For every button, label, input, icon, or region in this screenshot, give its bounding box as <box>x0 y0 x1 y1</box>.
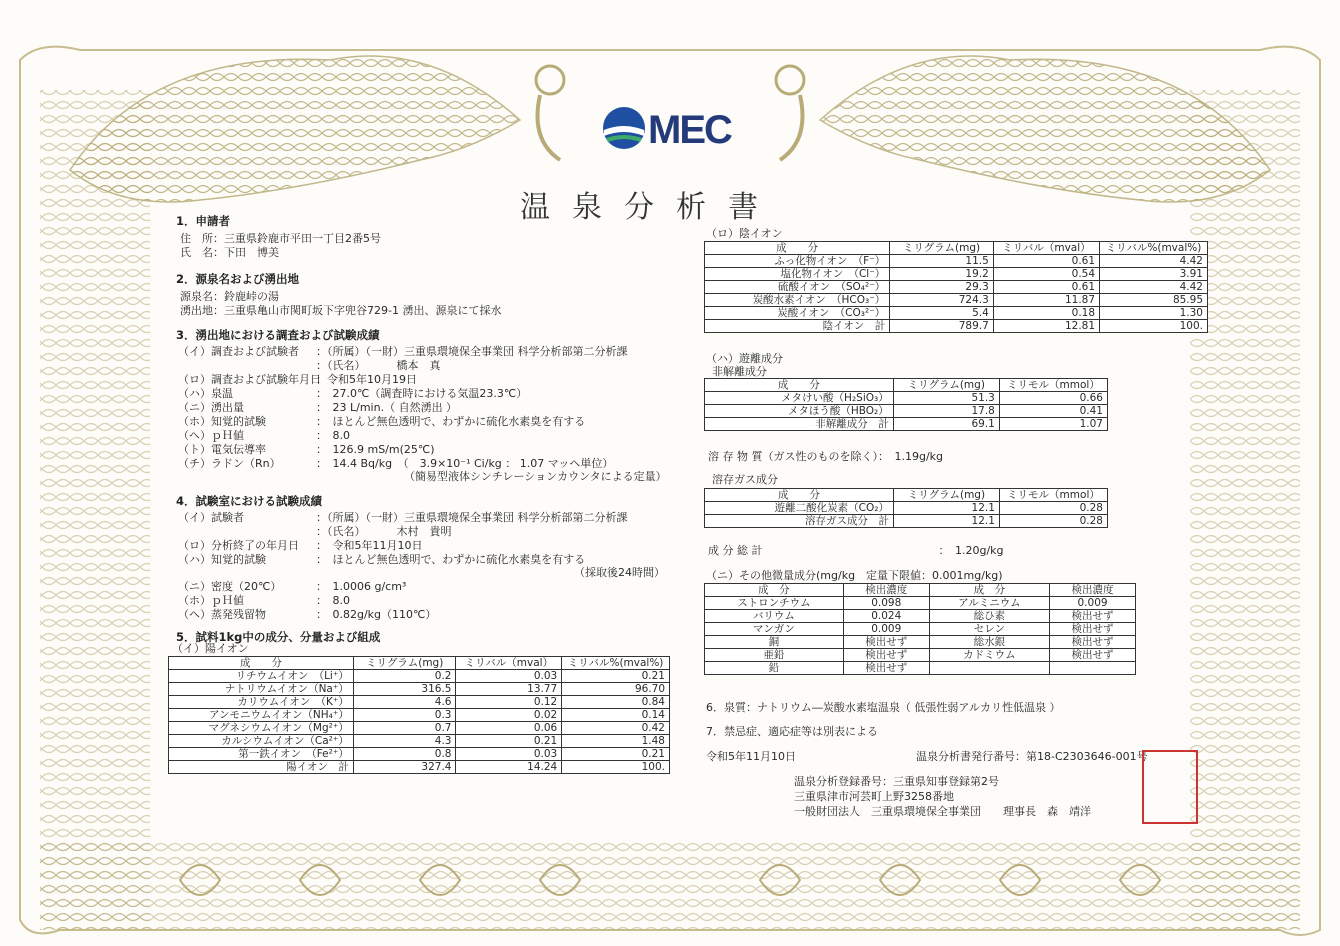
field-row <box>178 429 628 443</box>
field-row <box>178 594 436 608</box>
table-cell <box>929 662 1049 675</box>
table-cell: 0.009 <box>843 623 929 636</box>
gas-table <box>704 488 1108 528</box>
field-row <box>178 553 628 567</box>
table-cell: 0.66 <box>999 392 1107 405</box>
table-cell: 29.3 <box>890 281 994 294</box>
table-cell: 0.21 <box>562 670 670 683</box>
table-cell: 0.06 <box>456 722 562 735</box>
field-label: （ロ）調査および試験年月日 <box>178 373 321 386</box>
s2-heading: 2．源泉名および湧出地 <box>176 272 300 286</box>
table-cell: 0.41 <box>999 405 1107 418</box>
field-row <box>178 359 628 373</box>
table-cell: 1.48 <box>562 735 670 748</box>
table-cell: 0.61 <box>993 255 1099 268</box>
cation-row <box>169 683 670 696</box>
field-value: ： 126.9 mS/m(25℃) <box>316 443 435 456</box>
table-cell: 0.54 <box>993 268 1099 281</box>
table-cell: 検出せず <box>843 649 929 662</box>
indications: 7．禁忌症、適応症等は別表による <box>706 725 878 738</box>
issue-date: 令和5年11月10日 <box>706 750 796 763</box>
table-cell: 炭酸水素イオン （HCO₃⁻） <box>705 294 890 307</box>
table-cell: 96.70 <box>562 683 670 696</box>
field-row <box>178 373 628 387</box>
field-value: ： 令和5年11月10日 <box>316 539 423 552</box>
table-cell: 0.61 <box>993 281 1099 294</box>
table-cell: 0.2 <box>353 670 456 683</box>
field-value: ： 8.0 <box>316 429 350 442</box>
field-value: ： 23 L/min.（ 自然湧出 ） <box>316 401 458 414</box>
table-cell: マンガン <box>705 623 844 636</box>
table-cell: 100. <box>562 761 670 774</box>
column-header: ミリグラム(mg) <box>353 657 456 670</box>
table-cell: 0.7 <box>353 722 456 735</box>
free-sub2: 非解離成分 <box>712 365 767 378</box>
table-cell: 炭酸イオン （CO₃²⁻） <box>705 307 890 320</box>
table-cell: 12.1 <box>893 515 999 528</box>
column-header: 成 分 <box>705 379 894 392</box>
column-header: 検出濃度 <box>1050 584 1136 597</box>
source-location: 湧出地：三重県亀山市関町坂下字兜谷729-1 湧出、源泉にて採水 <box>180 304 502 317</box>
applicant-address: 住 所：三重県鈴鹿市平田一丁目2番5号 <box>180 232 381 245</box>
table-cell: 陽イオン 計 <box>169 761 354 774</box>
field-value: ：令和5年10月19日 <box>316 373 417 386</box>
table-cell: 316.5 <box>353 683 456 696</box>
field-row <box>178 443 628 457</box>
s5-heading: 5．試料1kg中の成分、分量および組成 <box>176 630 381 644</box>
table-cell: アルミニウム <box>929 597 1049 610</box>
table-cell: 0.03 <box>456 670 562 683</box>
cation-row <box>169 735 670 748</box>
table-cell: 0.12 <box>456 696 562 709</box>
column-header: ミリモル（mmol） <box>999 379 1107 392</box>
trace-sub: （ニ）その他微量成分(mg/kg 定量下限値：0.001mg/kg) <box>706 569 1003 582</box>
field-label: （ト）電気伝導率 <box>178 443 266 456</box>
table-cell: カリウムイオン （K⁺） <box>169 696 354 709</box>
column-header: 検出濃度 <box>843 584 929 597</box>
table-cell: 陰イオン 計 <box>705 320 890 333</box>
table-cell: 19.2 <box>890 268 994 281</box>
logo-text: MEC <box>648 108 731 150</box>
table-cell: 0.18 <box>993 307 1099 320</box>
table-cell: 0.02 <box>456 709 562 722</box>
s3-note: （簡易型液体シンチレーションカウンタによる定量） <box>404 470 667 483</box>
dissolved-matter: 溶 存 物 質（ガス性のものを除く）： 1.19g/kg <box>708 450 944 463</box>
table-cell: ふっ化物イオン （F⁻） <box>705 255 890 268</box>
trace-row <box>705 610 1136 623</box>
free-row <box>705 405 1108 418</box>
field-row <box>178 345 628 359</box>
table-cell: 検出せず <box>843 636 929 649</box>
gas-sub: 溶存ガス成分 <box>712 473 778 486</box>
field-value: ：（所属）（一財）三重県環境保全事業団 科学分析部第二分析課 <box>316 345 628 358</box>
table-cell: 0.03 <box>456 748 562 761</box>
field-value: ： ほとんど無色透明で、わずかに硫化水素臭を有する <box>316 553 586 566</box>
s3-heading: 3．湧出地における調査および試験成績 <box>176 328 380 342</box>
table-cell: 14.24 <box>456 761 562 774</box>
table-cell: 遊離二酸化炭素（CO₂） <box>705 502 894 515</box>
table-cell: 検出せず <box>843 662 929 675</box>
column-header: 成 分 <box>169 657 354 670</box>
table-cell <box>1050 662 1136 675</box>
spring-quality: 6．泉質：ナトリウム―炭酸水素塩温泉（ 低張性弱アルカリ性低温泉 ） <box>706 701 1061 714</box>
anion-row <box>705 281 1208 294</box>
table-cell: 0.28 <box>999 502 1107 515</box>
s3-list <box>178 345 628 471</box>
field-value: ： 0.82g/kg（110℃） <box>316 608 437 621</box>
issue-number: 温泉分析書発行番号：第18-C2303646-001号 <box>916 750 1148 763</box>
column-header: ミリバル%(mval%) <box>1100 242 1208 255</box>
source-name: 源泉名：鈴鹿峠の湯 <box>180 290 279 303</box>
table-cell: 13.77 <box>456 683 562 696</box>
table-cell: 硫酸イオン （SO₄²⁻） <box>705 281 890 294</box>
table-cell: 5.4 <box>890 307 994 320</box>
registration-number: 温泉分析登録番号：三重県知事登録第2号 <box>794 775 999 788</box>
table-cell: 11.87 <box>993 294 1099 307</box>
table-cell: メタほう酸（HBO₂） <box>705 405 894 418</box>
cation-row <box>169 709 670 722</box>
column-header: ミリグラム(mg) <box>893 379 999 392</box>
table-cell: 11.5 <box>890 255 994 268</box>
cation-row <box>169 696 670 709</box>
table-cell: 0.3 <box>353 709 456 722</box>
table-cell: 総水銀 <box>929 636 1049 649</box>
column-header: 成 分 <box>705 242 890 255</box>
column-header: ミリモル（mmol） <box>999 489 1107 502</box>
anion-row <box>705 307 1208 320</box>
anion-row <box>705 294 1208 307</box>
table-cell: 724.3 <box>890 294 994 307</box>
trace-row <box>705 623 1136 636</box>
table-cell: 100. <box>1100 320 1208 333</box>
s4-list-2 <box>178 580 436 622</box>
table-cell: ストロンチウム <box>705 597 844 610</box>
cation-row <box>169 761 670 774</box>
table-cell: 12.81 <box>993 320 1099 333</box>
field-value: ： 14.4 Bq/kg （ 3.9×10⁻¹ Ci/kg ： 1.07 マッヘ単位） <box>316 457 614 470</box>
table-cell: 4.42 <box>1100 255 1208 268</box>
cation-row <box>169 670 670 683</box>
field-value: ： 8.0 <box>316 594 350 607</box>
column-header: 成 分 <box>705 584 844 597</box>
table-cell: 0.14 <box>562 709 670 722</box>
table-cell: 0.8 <box>353 748 456 761</box>
official-seal <box>1142 750 1198 824</box>
field-row <box>178 387 628 401</box>
applicant-name: 氏 名：下田 博美 <box>180 246 279 259</box>
gas-row <box>705 502 1108 515</box>
table-cell: メタけい酸（H₂SiO₃） <box>705 392 894 405</box>
table-cell: 85.95 <box>1100 294 1208 307</box>
table-cell: カドミウム <box>929 649 1049 662</box>
total-components: 成 分 総 計 ： 1.20g/kg <box>708 544 1004 557</box>
table-cell: ナトリウムイオン（Na⁺） <box>169 683 354 696</box>
table-cell: 総ひ素 <box>929 610 1049 623</box>
anion-row <box>705 268 1208 281</box>
field-value: ： 27.0℃（調査時における気温23.3℃） <box>316 387 528 400</box>
cation-row <box>169 748 670 761</box>
table-cell: 鉛 <box>705 662 844 675</box>
org-representative: 一般財団法人 三重県環境保全事業団 理事長 森 靖洋 <box>794 805 1091 818</box>
field-value: ：（所属）（一財）三重県環境保全事業団 科学分析部第二分析課 <box>316 511 628 524</box>
column-header: ミリバル（mval） <box>456 657 562 670</box>
cation-table <box>168 656 670 774</box>
table-cell: セレン <box>929 623 1049 636</box>
field-value: ： ほとんど無色透明で、わずかに硫化水素臭を有する <box>316 415 586 428</box>
table-cell: 0.098 <box>843 597 929 610</box>
table-cell: 0.21 <box>456 735 562 748</box>
table-cell: 溶存ガス成分 計 <box>705 515 894 528</box>
table-cell: 亜鉛 <box>705 649 844 662</box>
table-cell: バリウム <box>705 610 844 623</box>
anion-table <box>704 241 1208 333</box>
field-row <box>178 415 628 429</box>
table-cell: 0.42 <box>562 722 670 735</box>
field-label: （ロ）分析終了の年月日 <box>178 539 299 552</box>
trace-row <box>705 662 1136 675</box>
table-cell: 非解離成分 計 <box>705 418 894 431</box>
table-cell: 検出せず <box>1050 623 1136 636</box>
document-title: 温泉分析書 <box>520 190 780 225</box>
field-label: （ニ）湧出量 <box>178 401 244 414</box>
column-header: ミリバル%(mval%) <box>562 657 670 670</box>
field-label: （ヘ）蒸発残留物 <box>178 608 266 621</box>
field-value: ： 1.0006 g/cm³ <box>316 580 407 593</box>
table-cell: 銅 <box>705 636 844 649</box>
free-sub: （ハ）遊離成分 <box>706 352 783 365</box>
table-cell: 51.3 <box>893 392 999 405</box>
free-row <box>705 418 1108 431</box>
table-cell: 0.024 <box>843 610 929 623</box>
table-cell: カルシウムイオン（Ca²⁺） <box>169 735 354 748</box>
column-header: 成 分 <box>705 489 894 502</box>
field-label: （ハ）知覚的試験 <box>178 553 266 566</box>
table-cell: マグネシウムイオン（Mg²⁺） <box>169 722 354 735</box>
trace-row <box>705 649 1136 662</box>
table-cell: 検出せず <box>1050 649 1136 662</box>
column-header: 成 分 <box>929 584 1049 597</box>
table-cell: 4.6 <box>353 696 456 709</box>
table-cell: リチウムイオン （Li⁺） <box>169 670 354 683</box>
mec-logo <box>602 106 748 150</box>
anion-row <box>705 255 1208 268</box>
field-label: （イ）試験者 <box>178 511 244 524</box>
s4-note: （採取後24時間） <box>574 566 665 579</box>
table-cell: 327.4 <box>353 761 456 774</box>
field-label: （ヘ）ｐＨ値 <box>178 429 244 442</box>
table-cell: 塩化物イオン （Cl⁻） <box>705 268 890 281</box>
table-cell: 12.1 <box>893 502 999 515</box>
field-value: ：（氏名） 橋本 真 <box>316 359 441 372</box>
field-label: （ホ）ｐＨ値 <box>178 594 244 607</box>
field-row <box>178 539 628 553</box>
column-header: ミリバル（mval） <box>993 242 1099 255</box>
s4-heading: 4．試験室における試験成績 <box>176 494 323 508</box>
table-cell: 0.28 <box>999 515 1107 528</box>
anion-sub: （ロ）陰イオン <box>706 227 783 240</box>
table-cell: 0.84 <box>562 696 670 709</box>
table-cell: 0.009 <box>1050 597 1136 610</box>
table-cell: 4.3 <box>353 735 456 748</box>
table-cell: 1.30 <box>1100 307 1208 320</box>
column-header: ミリグラム(mg) <box>893 489 999 502</box>
free-table <box>704 378 1108 431</box>
s4-list <box>178 511 628 567</box>
field-row <box>178 580 436 594</box>
field-row <box>178 457 628 471</box>
field-row <box>178 511 628 525</box>
table-cell: アンモニウムイオン（NH₄⁺） <box>169 709 354 722</box>
field-row <box>178 401 628 415</box>
trace-row <box>705 636 1136 649</box>
table-cell: 検出せず <box>1050 610 1136 623</box>
cation-sub: （イ）陽イオン <box>172 642 249 655</box>
field-row <box>178 525 628 539</box>
field-label: （ニ）密度（20℃） <box>178 580 282 593</box>
table-cell: 3.91 <box>1100 268 1208 281</box>
anion-row <box>705 320 1208 333</box>
gas-row <box>705 515 1108 528</box>
field-row <box>178 608 436 622</box>
s1-heading: 1．申請者 <box>176 214 231 228</box>
free-row <box>705 392 1108 405</box>
table-cell: 4.42 <box>1100 281 1208 294</box>
table-cell: 789.7 <box>890 320 994 333</box>
field-label: （イ）調査および試験者 <box>178 345 299 358</box>
column-header: ミリグラム(mg) <box>890 242 994 255</box>
trace-table <box>704 583 1136 675</box>
table-cell: 第一鉄イオン （Fe²⁺） <box>169 748 354 761</box>
table-cell: 0.21 <box>562 748 670 761</box>
field-label: （チ）ラドン（Rn） <box>178 457 281 470</box>
table-cell: 検出せず <box>1050 636 1136 649</box>
org-address: 三重県津市河芸町上野3258番地 <box>794 790 954 803</box>
trace-row <box>705 597 1136 610</box>
cation-row <box>169 722 670 735</box>
table-cell: 17.8 <box>893 405 999 418</box>
table-cell: 1.07 <box>999 418 1107 431</box>
field-label: （ホ）知覚的試験 <box>178 415 266 428</box>
field-value: ：（氏名） 木村 貴明 <box>316 525 452 538</box>
field-label: （ハ）泉温 <box>178 387 233 400</box>
table-cell: 69.1 <box>893 418 999 431</box>
